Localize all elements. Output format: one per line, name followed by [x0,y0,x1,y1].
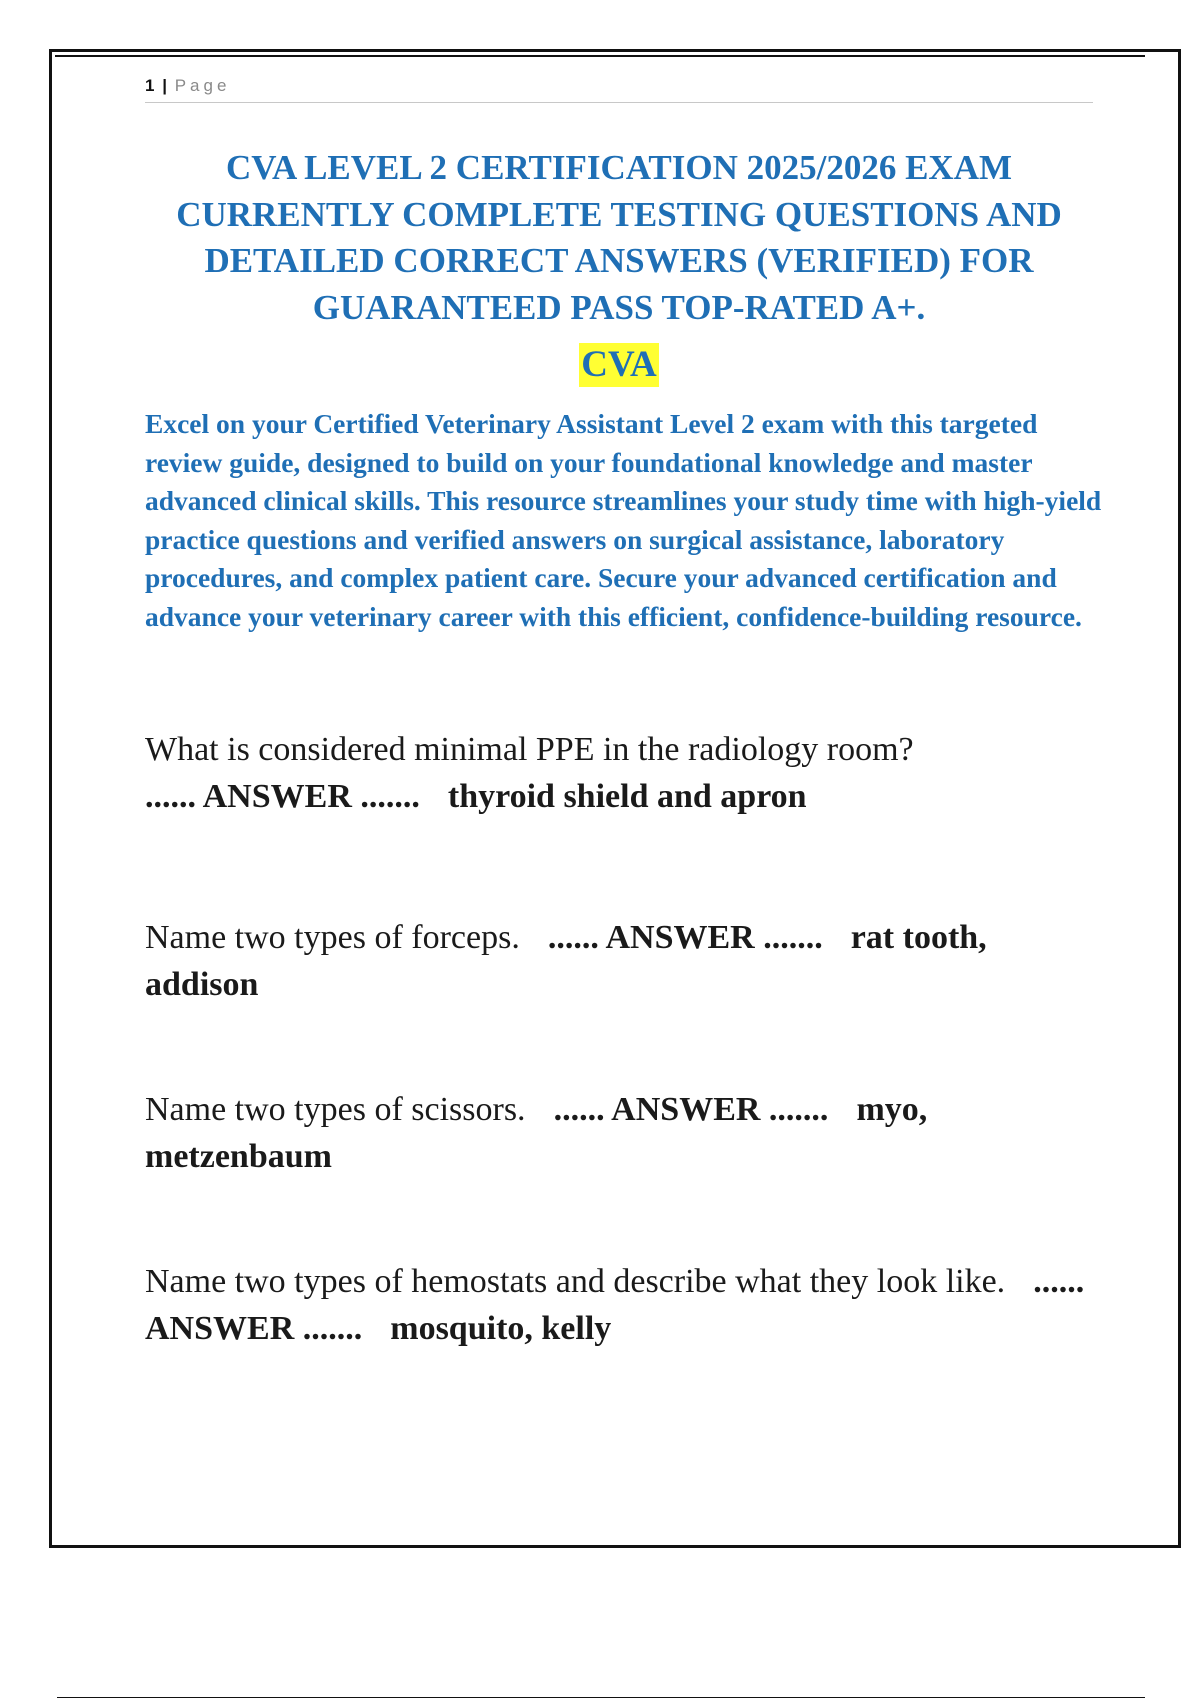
answer-marker: ...... ANSWER ....... [145,777,420,815]
qa-item [145,915,1090,1008]
page-header [145,74,1093,103]
frame-top-rule [55,55,1145,57]
page-separator: | [162,76,167,95]
answer-text: thyroid shield and apron [447,777,807,815]
answer-text: myo, metzenbaum [145,1091,928,1175]
question-text: What is considered minimal PPE in the radiology room? [145,731,914,768]
qa-item [145,1259,1090,1352]
answer-text: rat tooth, addison [145,919,987,1003]
qa-item [145,1087,1090,1180]
question-text: Name two types of hemostats and describe what they look like. [145,1263,1006,1300]
page-number: 1 [145,76,155,95]
footer-rule [57,1697,1145,1698]
answer-marker: ...... ANSWER ....... [145,1263,1085,1347]
intro-paragraph: Excel on your Certified Veterinary Assistant Level 2 exam with this targeted review guide, designed to build on your foundational knowledge and master advanced clinical skills. This resource streamlines your study time with high-yield practice questions and verified answers on surgical assistance, laboratory procedures, and complex patient care. Secure your advanced certification and advance your veterinary career with this efficient, confidence-building resource. [145,408,1102,632]
highlighted-badge: CVA [581,344,657,385]
badge-container [145,343,1093,387]
page-label: Page [174,76,231,95]
answer-marker: ...... ANSWER ....... [547,919,823,956]
question-text: Name two types of scissors. [145,1091,526,1128]
answer-marker: ...... ANSWER ....... [553,1091,829,1128]
document-title: CVA LEVEL 2 CERTIFICATION 2025/2026 EXAM CURRENTLY COMPLETE TESTING QUESTIONS AND DETAILED CORRECT ANSWERS (VERIFIED) FOR GUARANTEED PASS TOP-RATED A+. [176,148,1062,327]
question-text: Name two types of forceps. [145,919,520,956]
qa-item [145,727,1090,820]
answer-text: mosquito, kelly [390,1309,612,1347]
